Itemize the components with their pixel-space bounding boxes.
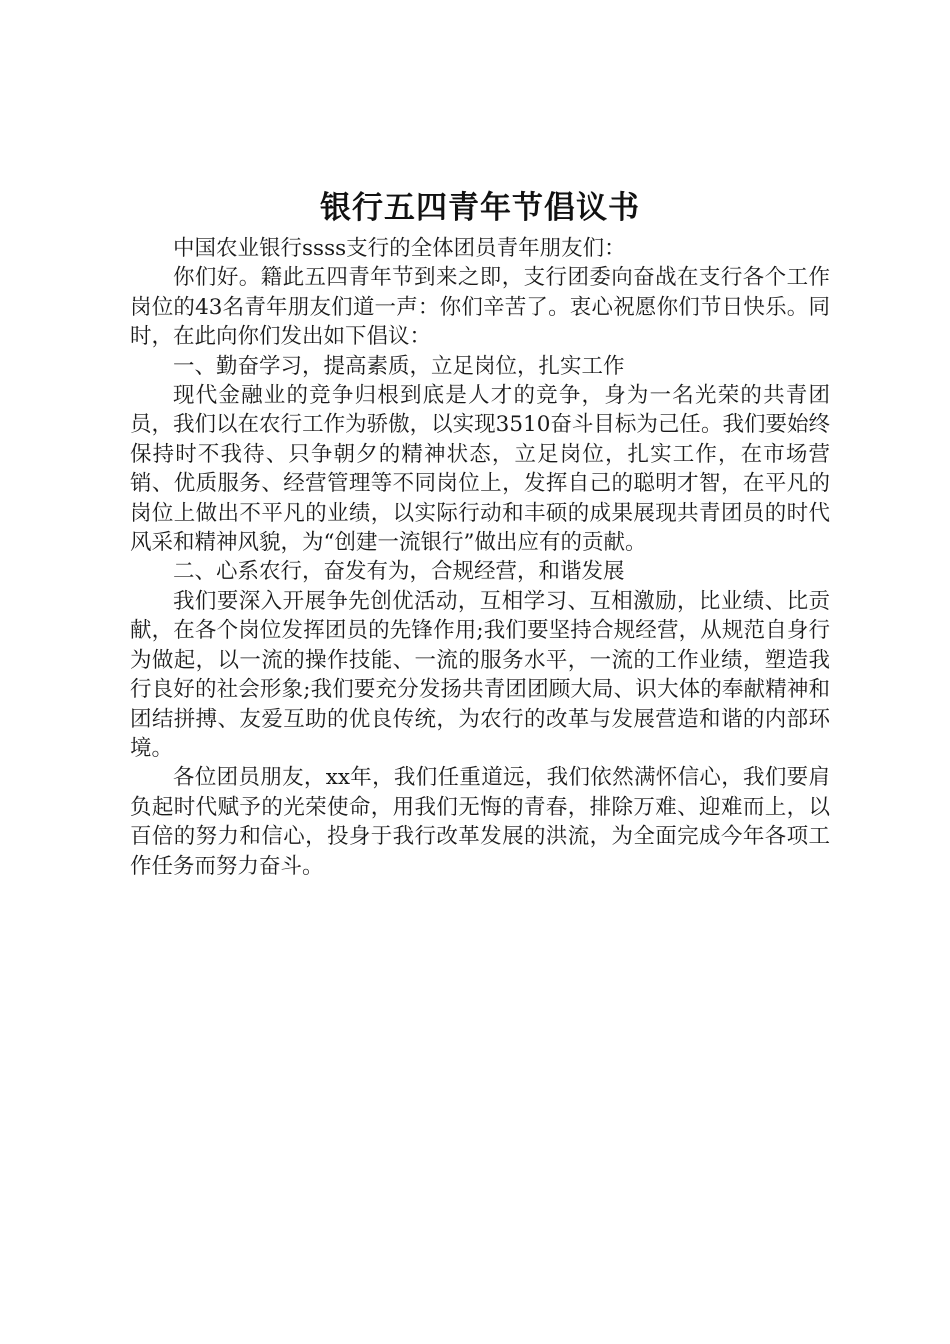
section-1-paragraph: 现代金融业的竞争归根到底是人才的竞争，身为一名光荣的共青团员，我们以在农行工作为骄傲，以实现3510奋斗目标为己任。我们要始终保持时不我待、只争朝夕的精神状态，立足岗位，扎实工作，在市场营销、优质服务、经营管理等不同岗位上，发挥自己的聪明才智，在平凡的岗位上做出不平凡的业绩，以实际行动和丰硕的成果展现共青团员的时代风采和精神风貌，为“创建一流银行”做出应有的贡献。 (130, 383, 830, 556)
document-body (130, 186, 830, 881)
salutation: 中国农业银行ssss支行的全体团员青年朋友们： (173, 236, 626, 261)
section-2-paragraph: 我们要深入开展争先创优活动，互相学习、互相激励，比业绩、比贡献，在各个岗位发挥团员的先锋作用;我们要坚持合规经营，从规范自身行为做起，以一流的操作技能、一流的服务水平，一流的工作业绩，塑造我行良好的社会形象;我们要充分发扬共青团团顾大局、识大体的奉献精神和团结拼搏、友爱互助的优良传统，为农行的改革与发展营造和谐的内部环境。 (130, 588, 830, 761)
section-heading-1: 一、勤奋学习，提高素质，立足岗位，扎实工作 (173, 353, 625, 379)
greeting-paragraph: 你们好。籍此五四青年节到来之即，支行团委向奋战在支行各个工作岗位的43名青年朋友们道一声：你们辛苦了。衷心祝愿你们节日快乐。同时，在此向你们发出如下倡议： (130, 265, 830, 350)
document-title: 银行五四青年节倡议书 (320, 190, 640, 226)
section-heading-2: 二、心系农行，奋发有为，合规经营，和谐发展 (173, 559, 625, 585)
closing-paragraph: 各位团员朋友，xx年，我们任重道远，我们依然满怀信心，我们要肩负起时代赋予的光荣使命，用我们无悔的青春，排除万难、迎难而上，以百倍的努力和信心，投身于我行改革发展的洪流，为全面完成今年各项工作任务而努力奋斗。 (130, 765, 830, 879)
